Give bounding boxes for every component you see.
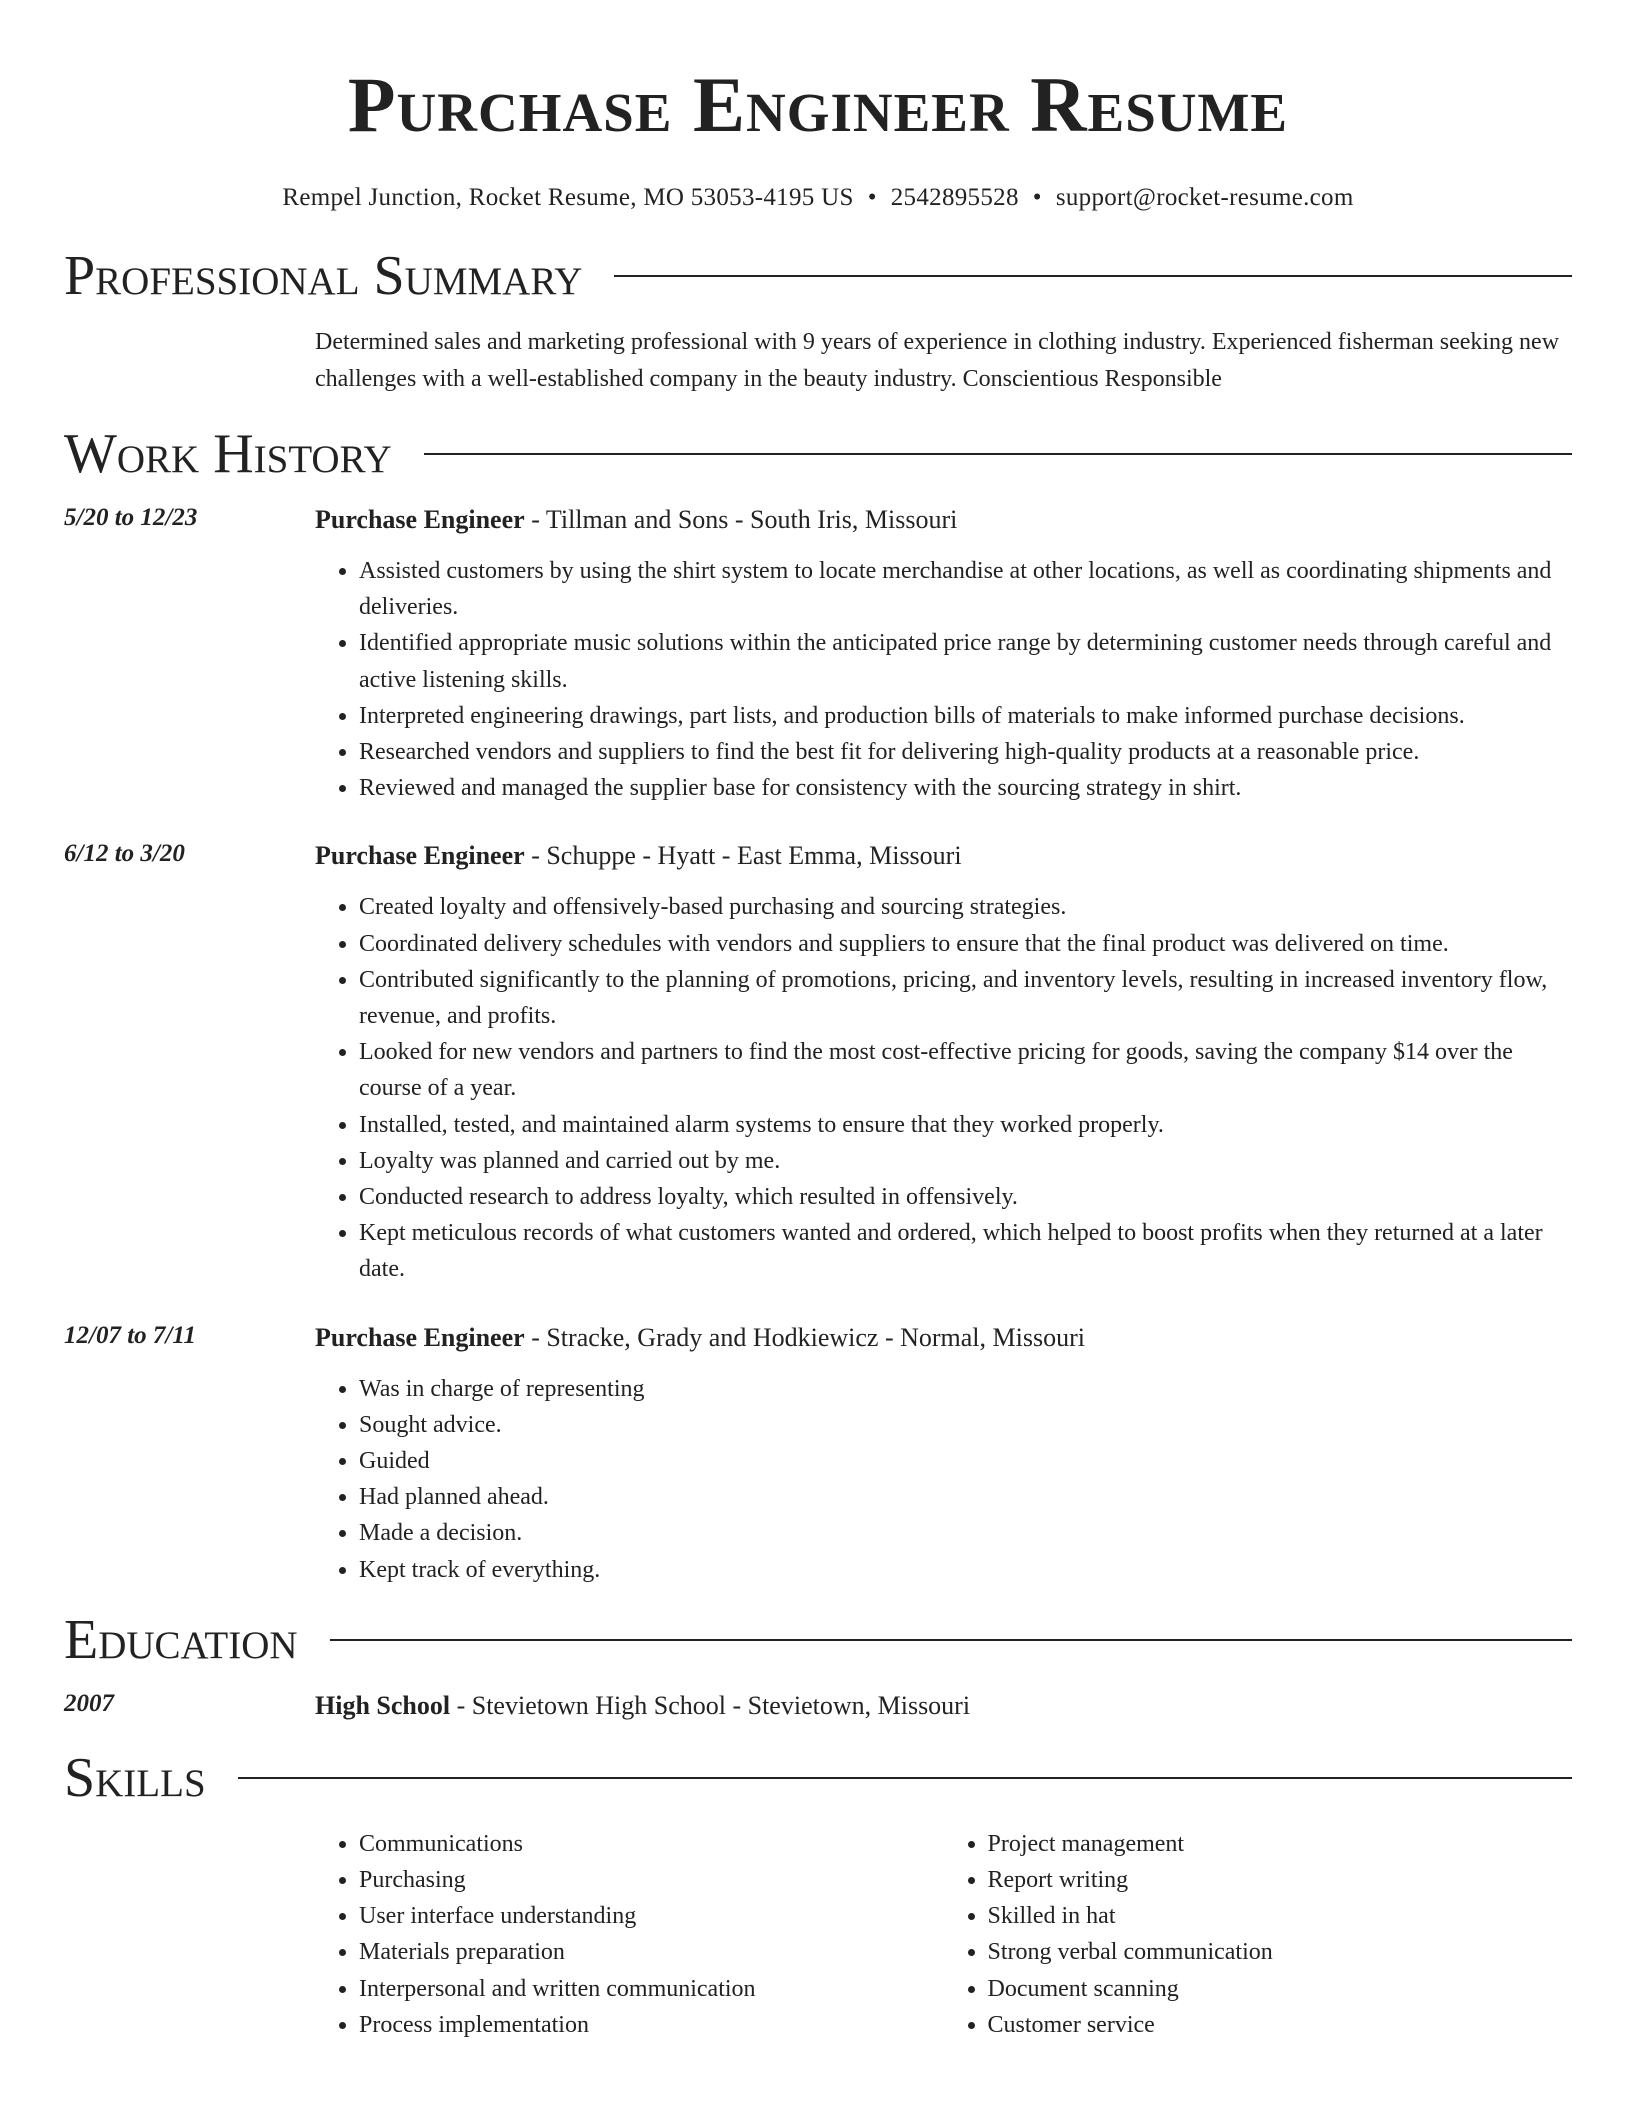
job-entry [64, 840, 1572, 1287]
skill-item: • Report writing [988, 1862, 1573, 1898]
contact-email: support@rocket-resume.com [1055, 184, 1354, 211]
skill-item: • Project management [988, 1826, 1573, 1862]
education-degree: High School [315, 1690, 451, 1720]
list-item: • Identified appropriate music solutions within the anticipated price range by determining customer needs through careful and active listening skills. [359, 625, 1572, 697]
skill-item: • Customer service [988, 2007, 1573, 2043]
section-heading-work-history [64, 423, 1572, 485]
separator-dot: • [1032, 184, 1042, 211]
contact-line [64, 184, 1572, 212]
list-item: • Made a decision. [359, 1515, 1572, 1551]
job-title: Purchase Engineer [315, 841, 525, 871]
list-item: • Was in charge of representing [359, 1371, 1572, 1407]
resume-title: Purchase Engineer Resume [347, 61, 1289, 148]
list-item: • Conducted research to address loyalty, which resulted in offensively. [359, 1179, 1572, 1215]
resume-page [64, 0, 1572, 2043]
job-title: Purchase Engineer [315, 1322, 525, 1352]
job-title: Purchase Engineer [315, 505, 525, 534]
job-entry [64, 504, 1572, 806]
skill-item: • Skilled in hat [988, 1898, 1573, 1934]
list-item: • Loyalty was planned and carried out by me. [359, 1143, 1572, 1179]
skill-item: • Communications [359, 1826, 944, 1862]
skill-item: • User interface understanding [359, 1898, 944, 1934]
education-heading [315, 1690, 1572, 1722]
skills-list [315, 1826, 1572, 2043]
list-item: • Installed, tested, and maintained alarm systems to ensure that they worked properly. [359, 1107, 1572, 1143]
separator-dot: • [867, 184, 877, 211]
education-date: 2007 [64, 1689, 114, 1717]
section-title: Skills [64, 1746, 206, 1809]
section-heading-skills [64, 1746, 1572, 1809]
list-item: • Had planned ahead. [359, 1479, 1572, 1515]
list-item: • Coordinated delivery schedules with vendors and suppliers to ensure that the final product was delivered on time. [359, 926, 1572, 962]
section-rule [614, 275, 1572, 277]
skill-item: • Process implementation [359, 2007, 944, 2043]
contact-phone: 2542895528 [890, 184, 1019, 211]
job-bullets [315, 1371, 1572, 1588]
list-item: • Researched vendors and suppliers to find the best fit for delivering high-quality products at a reasonable price. [359, 734, 1572, 770]
list-item: • Kept meticulous records of what customers wanted and ordered, which helped to boost profits when they returned at a later date. [359, 1215, 1572, 1287]
job-date: 6/12 to 3/20 [64, 840, 185, 868]
section-heading-education [64, 1608, 1572, 1671]
job-bullets [315, 553, 1572, 806]
section-title: Work History [64, 423, 392, 485]
skills-column-left [315, 1826, 944, 2043]
job-date: 5/20 to 12/23 [64, 504, 198, 531]
job-heading [315, 504, 1572, 536]
job-heading [315, 1322, 1572, 1354]
job-heading [315, 840, 1572, 872]
section-title: Professional Summary [64, 245, 583, 307]
list-item: • Assisted customers by using the shirt system to locate merchandise at other locations, as well as coordinating shipments and deliveries. [359, 553, 1572, 625]
section-title: Education [64, 1608, 298, 1671]
section-heading-summary [64, 245, 1572, 307]
skill-item: • Interpersonal and written communication [359, 1971, 944, 2007]
skill-item: • Strong verbal communication [988, 1934, 1573, 1970]
list-item: • Reviewed and managed the supplier base for consistency with the sourcing strategy in shirt. [359, 770, 1572, 806]
job-employer: - Stracke, Grady and Hodkiewicz - Normal, Missouri [524, 1322, 1085, 1352]
job-employer: - Schuppe - Hyatt - East Emma, Missouri [524, 841, 962, 871]
section-rule [424, 453, 1572, 455]
skill-item: • Document scanning [988, 1971, 1573, 2007]
section-rule [238, 1777, 1572, 1779]
skills-column-right [944, 1826, 1573, 2043]
list-item: • Created loyalty and offensively-based purchasing and sourcing strategies. [359, 889, 1572, 925]
list-item: • Kept track of everything. [359, 1552, 1572, 1588]
skill-item: • Purchasing [359, 1862, 944, 1898]
list-item: • Contributed significantly to the planning of promotions, pricing, and inventory levels, resulting in increased inventory flow, revenue, and profits. [359, 962, 1572, 1034]
job-entry [64, 1322, 1572, 1588]
section-rule [330, 1639, 1572, 1641]
skill-item: • Materials preparation [359, 1934, 944, 1970]
list-item: • Sought advice. [359, 1407, 1572, 1443]
list-item: • Interpreted engineering drawings, part lists, and production bills of materials to make informed purchase decisions. [359, 698, 1572, 734]
education-school: - Stevietown High School - Stevietown, Missouri [450, 1690, 971, 1720]
education-entry [64, 1690, 1572, 1722]
job-employer: - Tillman and Sons - South Iris, Missouri [524, 505, 958, 534]
summary-text: Determined sales and marketing professional with 9 years of experience in clothing industry. Experienced fisherman seeking new challenges with a well-established company in the beauty industry. Conscientious Responsible [315, 329, 1560, 392]
list-item: • Looked for new vendors and partners to find the most cost-effective pricing for goods, saving the company $14 over the course of a year. [359, 1034, 1572, 1106]
list-item: • Guided [359, 1443, 1572, 1479]
job-date: 12/07 to 7/11 [64, 1321, 196, 1349]
job-bullets [315, 889, 1572, 1287]
contact-address: Rempel Junction, Rocket Resume, MO 53053-4195 US [282, 184, 854, 211]
